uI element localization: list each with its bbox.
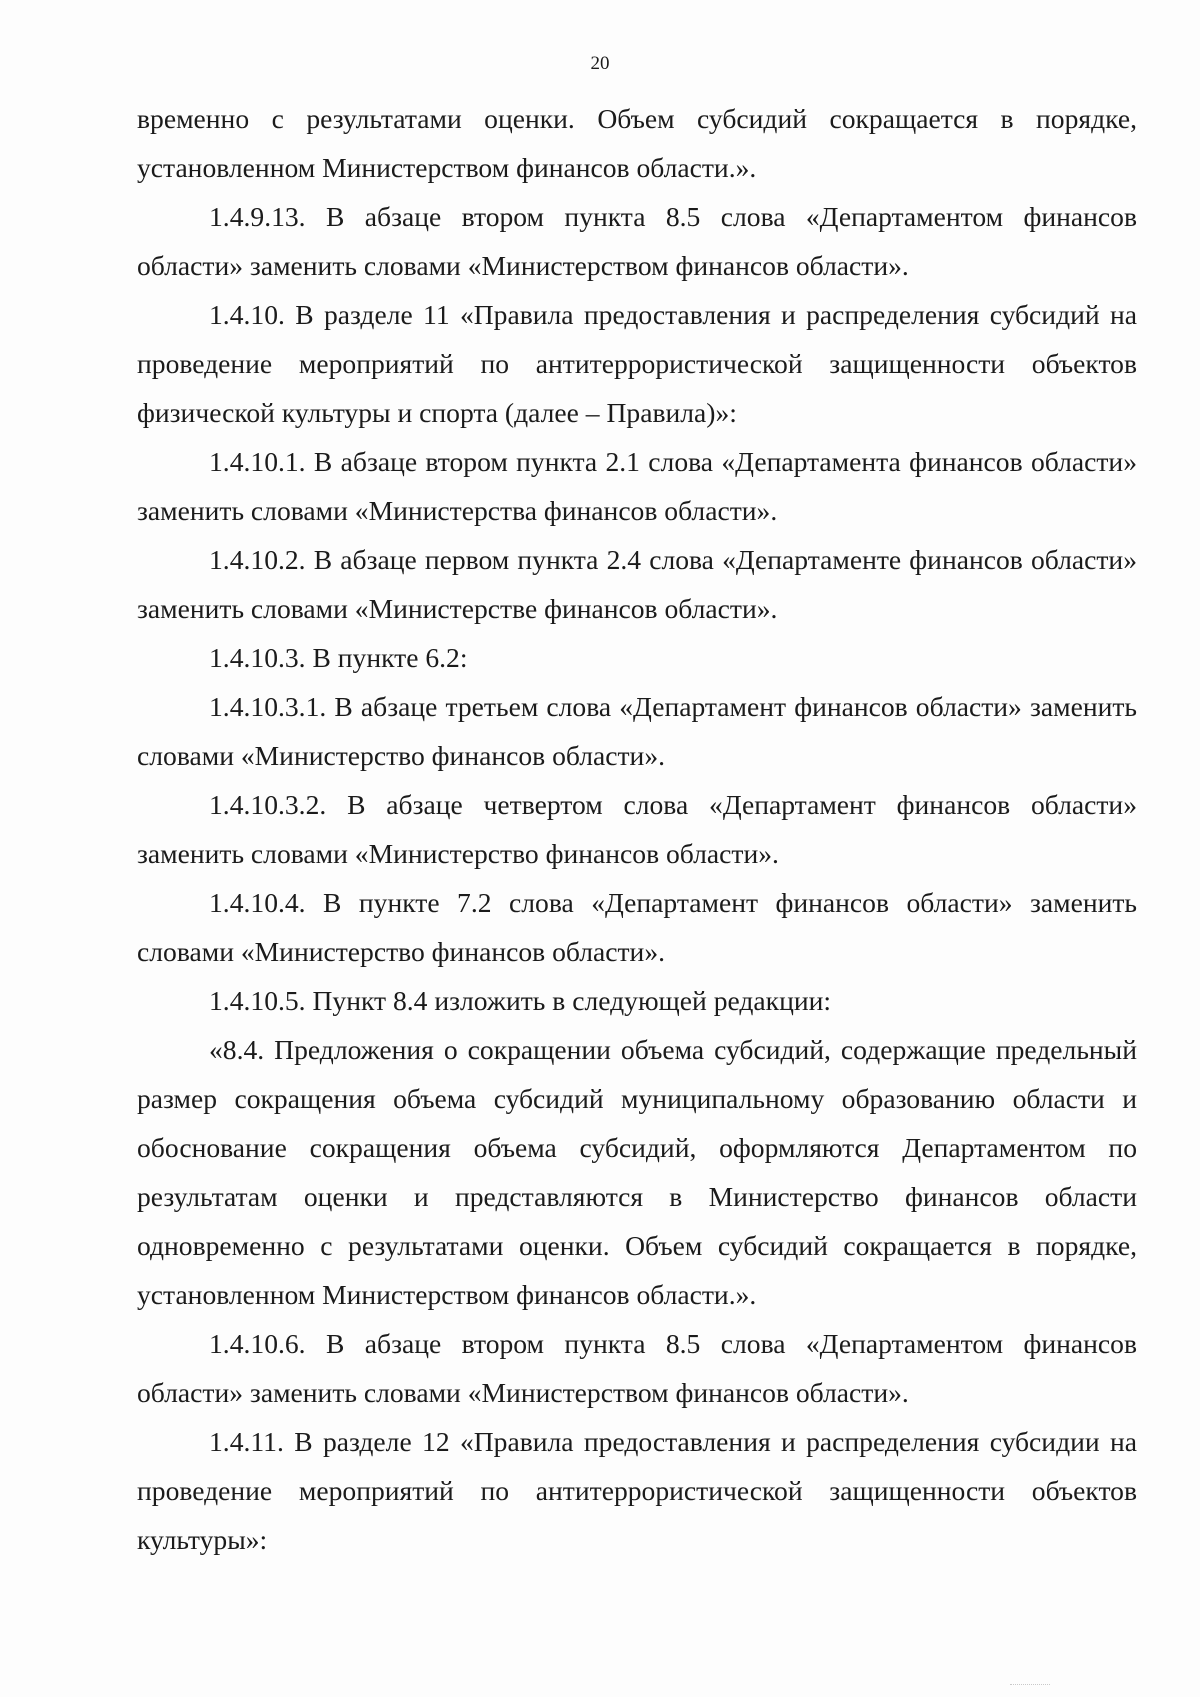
paragraph: 1.4.10.3.2. В абзаце четвертом слова «Департамент финансов области» заменить словами «Министерство финансов области». <box>137 789 1137 869</box>
document-body <box>137 94 1137 1564</box>
paragraph: «8.4. Предложения о сокращении объема субсидий, содержащие предельный размер сокращения объема субсидий муниципальному образованию области и обоснование сокращения объема субсидий, оформляются Департаментом по результатам оценки и представляются в Министерство финансов области одновременно с результатами оценки. Объем субсидий сокращается в порядке, установленном Министерством финансов области.». <box>137 1034 1137 1310</box>
paragraph: 1.4.10.5. Пункт 8.4 изложить в следующей редакции: <box>209 985 832 1016</box>
paragraph: 1.4.10.4. В пункте 7.2 слова «Департамент финансов области» заменить словами «Министерство финансов области». <box>137 887 1137 967</box>
page-number: 20 <box>590 53 610 74</box>
paragraph: 1.4.9.13. В абзаце втором пункта 8.5 слова «Департаментом финансов области» заменить словами «Министерством финансов области». <box>137 201 1137 281</box>
scan-artifact <box>1010 1684 1050 1687</box>
paragraph: 1.4.11. В разделе 12 «Правила предоставления и распределения субсидии на проведение мероприятий по антитеррористической защищенности объектов культуры»: <box>137 1426 1137 1555</box>
paragraph: 1.4.10.1. В абзаце втором пункта 2.1 слова «Департамента финансов области» заменить словами «Министерства финансов области». <box>137 446 1137 526</box>
paragraph: 1.4.10.3. В пункте 6.2: <box>209 642 468 673</box>
paragraph: 1.4.10.2. В абзаце первом пункта 2.4 слова «Департаменте финансов области» заменить словами «Министерстве финансов области». <box>137 544 1137 624</box>
paragraph: 1.4.10.3.1. В абзаце третьем слова «Департамент финансов области» заменить словами «Министерство финансов области». <box>137 691 1137 771</box>
paragraph: 1.4.10.6. В абзаце втором пункта 8.5 слова «Департаментом финансов области» заменить словами «Министерством финансов области». <box>137 1328 1137 1408</box>
paragraph: временно с результатами оценки. Объем субсидий сокращается в порядке, установленном Министерством финансов области.». <box>137 103 1137 183</box>
paragraph: 1.4.10. В разделе 11 «Правила предоставления и распределения субсидий на проведение мероприятий по антитеррористической защищенности объектов физической культуры и спорта (далее – Правила)»: <box>137 299 1137 428</box>
